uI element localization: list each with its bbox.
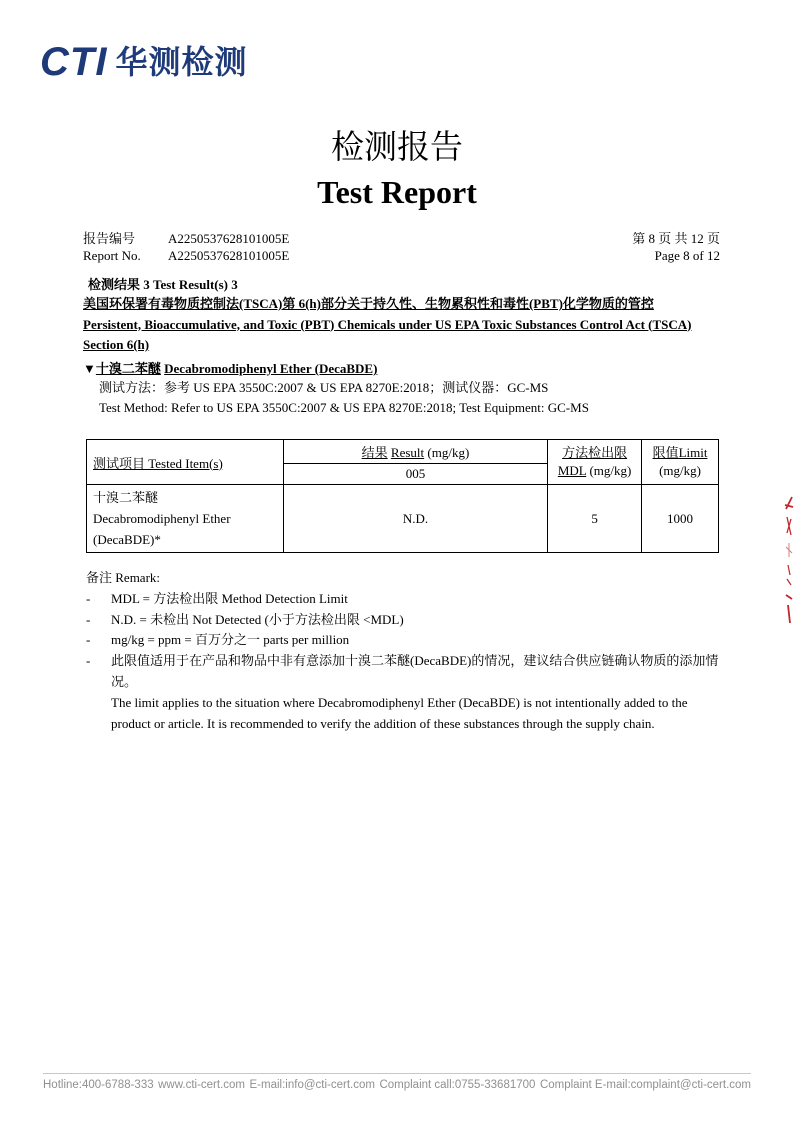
footer-complaint-call: Complaint call:0755-33681700 [379, 1079, 536, 1091]
regulation-title-en: Persistent, Bioaccumulative, and Toxic (PBT) Chemicals under US EPA Toxic Substances Control Act (TSCA) Section 6(h) [83, 316, 692, 352]
footer-divider [43, 1073, 751, 1074]
remark-note-cn: 此限值适用于在产品和物品中非有意添加十溴二苯醚(DecaBDE)的情况，建议结合供应链确认物质的添加情况。 [111, 653, 719, 689]
page-number-cn: 第 8 页 共 12 页 [632, 231, 720, 246]
substance-heading-en: Decabromodiphenyl Ether (DecaBDE) [164, 361, 378, 376]
company-logo [40, 42, 247, 82]
report-no-label-cn: 报告编号 [83, 231, 136, 246]
header-tested-item: 测试项目 Tested Item(s) [87, 440, 284, 485]
section-title: 检测结果 3 Test Result(s) 3 [88, 277, 238, 292]
logo-chinese: 华测检测 [115, 43, 248, 81]
mdl-cell: 5 [548, 485, 642, 553]
report-no-label-en: Report No. [83, 248, 141, 263]
table-row [87, 485, 719, 553]
test-method-cn: 测试方法：参考 US EPA 3550C:2007 & US EPA 8270E:2018；测试仪器：GC-MS [99, 380, 549, 395]
list-item: - mg/kg = ppm = 百万分之一 parts per million [86, 632, 350, 648]
logo-latin: CTI [40, 40, 108, 84]
page-number-en: Page 8 of 12 [654, 248, 720, 263]
header-limit: 限值Limit (mg/kg) [642, 440, 719, 485]
list-item: - N.D. = 未检出 Not Detected (小于方法检出限 <MDL) [86, 611, 404, 627]
results-table [86, 439, 719, 553]
title-english: Test Report [317, 174, 477, 210]
remark-title: 备注 Remark: [86, 570, 161, 585]
list-item: - 此限值适用于在产品和物品中非有意添加十溴二苯醚(DecaBDE)的情况，建议结合供应链确认物质的添加情况。 [86, 653, 719, 689]
footer-hotline: Hotline:400-6788-333 [43, 1079, 154, 1091]
regulation-title-cn: 美国环保署有毒物质控制法(TSCA)第 6(h)部分关于持久性、生物累积性和毒性(PBT)化学物质的管控 [83, 296, 654, 311]
tested-item-cell: 十溴二苯醚 Decabromodiphenyl Ether (DecaBDE)* [87, 485, 284, 553]
header-mdl: 方法检出限 MDL (mg/kg) [548, 440, 642, 485]
limit-cell: 1000 [642, 485, 719, 553]
list-item: - MDL = 方法检出限 Method Detection Limit [86, 590, 348, 606]
title-chinese: 检测报告 [331, 130, 463, 166]
regulation-title [83, 294, 718, 356]
result-cell: N.D. [283, 485, 547, 553]
footer-complaint-email: Complaint E-mail:complaint@cti-cert.com [539, 1079, 751, 1091]
report-no-value-en: A2250537628101005E [168, 248, 290, 263]
footer-email: E-mail:info@cti-cert.com [249, 1079, 375, 1091]
substance-heading [83, 358, 377, 377]
footer [43, 1079, 751, 1091]
stamp-edge [782, 495, 794, 625]
test-method-en: Test Method: Refer to US EPA 3550C:2007 & US EPA 8270E:2018; Test Equipment: GC-MS [99, 400, 589, 415]
remark-section [86, 568, 726, 734]
header-sample-id: 005 [283, 464, 547, 485]
triangle-marker-icon: ▼ [83, 361, 96, 376]
report-no-value-cn: A2250537628101005E [168, 231, 290, 246]
substance-heading-cn: 十溴二苯醚 [95, 361, 161, 376]
remark-note-en: The limit applies to the situation where Decabromodiphenyl Ether (DecaBDE) is not intentionally added to the product or article. It is recommended to verify the addition of these substances through the supply chain. [111, 694, 688, 731]
footer-website: www.cti-cert.com [158, 1079, 246, 1091]
header-result: 结果 Result (mg/kg) [283, 440, 547, 464]
